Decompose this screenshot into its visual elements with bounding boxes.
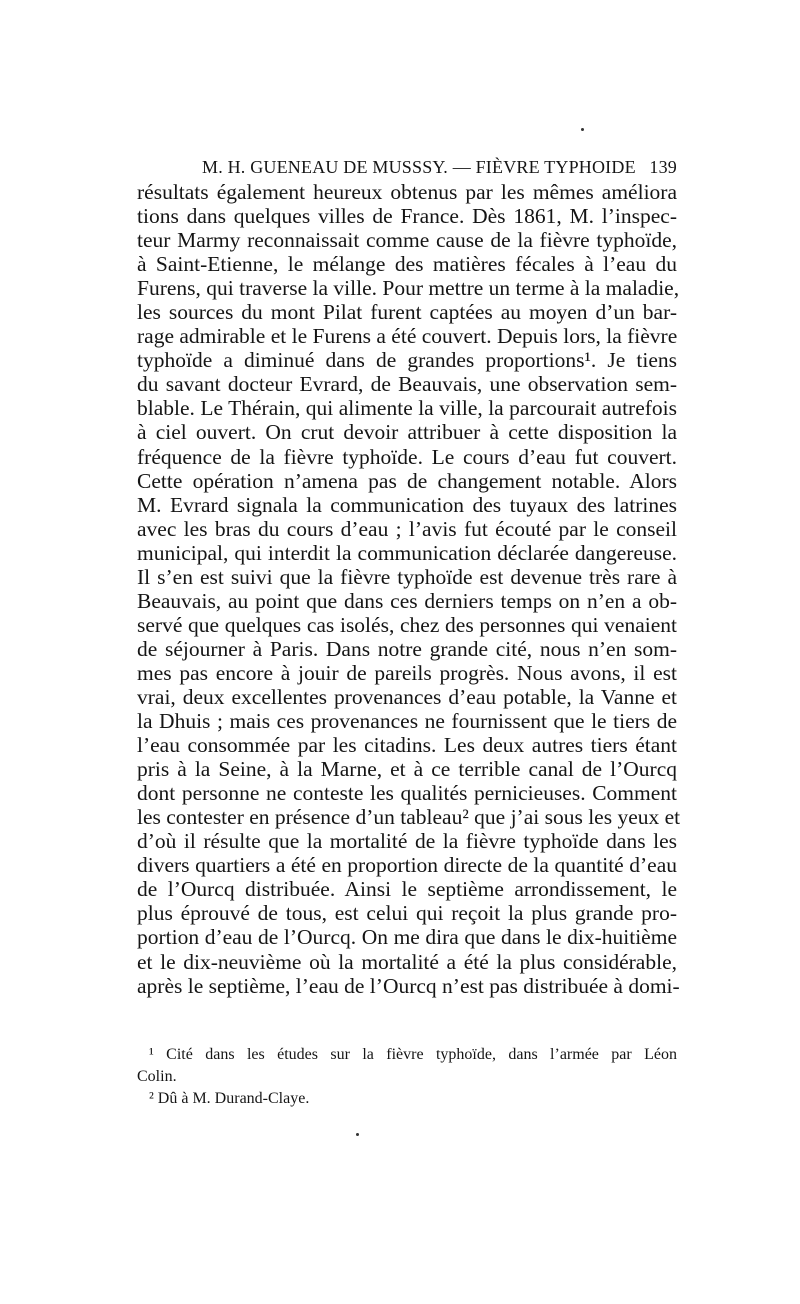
ink-speck <box>581 128 584 131</box>
text-line: teur Marmy reconnaissait comme cause de la fièvre typhoïde, <box>137 228 677 253</box>
text-line: Beauvais, au point que dans ces derniers temps on n’en a ob- <box>137 588 677 613</box>
text-line: blable. Le Thérain, qui alimente la ville, la parcourait autrefois <box>137 396 677 421</box>
text-line: mes pas encore à jouir de pareils progrès. Nous avons, il est <box>137 660 677 685</box>
text-line: Furens, qui traverse la ville. Pour mettre un terme à la maladie, <box>137 276 680 301</box>
text-line: typhoïde a diminué dans de grandes proportions¹. Je tiens <box>137 348 677 373</box>
text-line: la Dhuis ; mais ces provenances ne fournissent que le tiers de <box>137 709 677 734</box>
text-line: tions dans quelques villes de France. Dès 1861, M. l’inspec- <box>137 204 677 229</box>
text-line: les contester en présence d’un tableau² que j’ai sous les yeux et <box>137 805 681 830</box>
page-header <box>137 153 677 181</box>
page-number: 139 <box>649 157 677 177</box>
body-text <box>137 180 681 998</box>
text-line: d’où il résulte que la mortalité de la fièvre typhoïde dans les <box>137 829 677 854</box>
text-line: à ciel ouvert. On crut devoir attribuer à cette disposition la <box>137 420 677 445</box>
text-line: dont personne ne conteste les qualités pernicieuses. Comment <box>137 781 677 806</box>
text-line: à Saint-Etienne, le mélange des matières fécales à l’eau du <box>137 252 677 277</box>
text-line: Cette opération n’amena pas de changement notable. Alors <box>137 468 677 493</box>
text-line: vrai, deux excellentes provenances d’eau potable, la Vanne et <box>137 684 677 709</box>
text-line: portion d’eau de l’Ourcq. On me dira que dans le dix-huitième <box>137 925 677 950</box>
text-line: pris à la Seine, à la Marne, et à ce terrible canal de l’Ourcq <box>137 757 677 782</box>
ink-speck <box>356 1133 359 1136</box>
text-line: du savant docteur Evrard, de Beauvais, une observation sem- <box>137 372 677 397</box>
text-line: les sources du mont Pilat furent captées au moyen d’un bar- <box>137 300 677 325</box>
text-line: et le dix-neuvième où la mortalité a été la plus considérable, <box>137 949 677 974</box>
text-line: après le septième, l’eau de l’Ourcq n’est pas distribuée à domi- <box>137 973 680 998</box>
footnote-1: ¹ Cité dans les études sur la fièvre typhoïde, dans l’armée par Léon <box>149 1046 677 1063</box>
text-line: de l’Ourcq distribuée. Ainsi le septième arrondissement, le <box>137 877 677 902</box>
text-line: de séjourner à Paris. Dans notre grande cité, nous n’en som- <box>137 636 677 661</box>
text-line: Il s’en est suivi que la fièvre typhoïde est devenue très rare à <box>137 564 677 589</box>
text-line: plus éprouvé de tous, est celui qui reçoit la plus grande pro- <box>137 901 677 926</box>
footnote-1-continuation: Colin. <box>137 1068 177 1085</box>
footnote-2: ² Dû à M. Durand-Claye. <box>149 1090 310 1107</box>
text-line: rage admirable et le Furens a été couvert. Depuis lors, la fièvre <box>137 324 678 349</box>
footnotes <box>137 1044 677 1110</box>
text-line: M. Evrard signala la communication des tuyaux des latrines <box>137 492 677 517</box>
text-line: divers quartiers a été en proportion directe de la quantité d’eau <box>137 853 677 878</box>
text-line: municipal, qui interdit la communication déclarée dangereuse. <box>137 540 677 565</box>
text-line: avec les bras du cours d’eau ; l’avis fut écouté par le conseil <box>137 516 677 541</box>
text-line: fréquence de la fièvre typhoïde. Le cours d’eau fut couvert. <box>137 444 677 469</box>
text-line: résultats également heureux obtenus par les mêmes améliora <box>137 180 677 204</box>
text-line: servé que quelques cas isolés, chez des personnes qui venaient <box>137 612 677 637</box>
running-head: M. H. GUENEAU DE MUSSSY. — FIÈVRE TYPHOIDE <box>202 157 636 177</box>
text-line: l’eau consommée par les citadins. Les deux autres tiers étant <box>137 733 677 758</box>
